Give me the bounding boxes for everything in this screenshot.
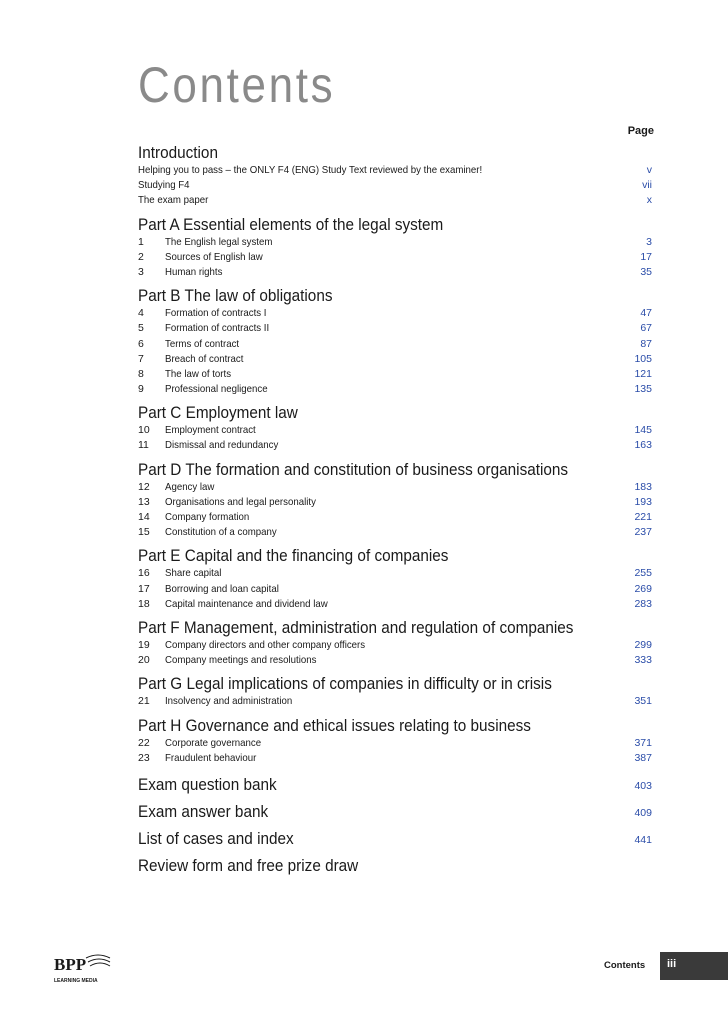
chapter-number: 3 bbox=[138, 265, 144, 278]
entry-page[interactable]: 371 bbox=[634, 736, 652, 749]
chapter-number: 23 bbox=[138, 751, 150, 764]
toc-entry[interactable] bbox=[138, 653, 652, 668]
chapter-number: 9 bbox=[138, 383, 144, 396]
toc-entry[interactable] bbox=[138, 480, 652, 495]
entry-title: Dismissal and redundancy bbox=[165, 439, 279, 452]
entry-title: Formation of contracts I bbox=[165, 307, 267, 320]
chapter-number: 14 bbox=[138, 511, 150, 523]
back-matter-entry[interactable] bbox=[138, 853, 652, 880]
entry-page[interactable]: 299 bbox=[634, 638, 652, 651]
section-heading: Introduction bbox=[138, 143, 218, 162]
chapter-number: 8 bbox=[138, 367, 144, 380]
toc-entry[interactable] bbox=[138, 566, 652, 581]
table-of-contents bbox=[138, 143, 652, 880]
entry-title: Studying F4 bbox=[138, 179, 190, 192]
back-matter-title: Review form and free prize draw bbox=[138, 855, 359, 875]
entry-page[interactable]: 35 bbox=[640, 265, 652, 278]
back-matter-page[interactable]: 409 bbox=[634, 806, 652, 819]
entry-title: Company formation bbox=[165, 511, 250, 523]
chapter-number: 10 bbox=[138, 424, 150, 437]
entry-title: Professional negligence bbox=[165, 383, 268, 396]
chapter-number: 11 bbox=[138, 439, 149, 452]
toc-entry[interactable] bbox=[138, 694, 652, 709]
entry-page[interactable]: 255 bbox=[634, 567, 652, 580]
chapter-number: 4 bbox=[138, 307, 144, 320]
section-heading: Part E Capital and the financing of companies bbox=[138, 546, 449, 566]
back-matter-page[interactable]: 441 bbox=[634, 833, 652, 846]
entry-title: Constitution of a company bbox=[165, 526, 277, 539]
entry-page[interactable]: x bbox=[646, 194, 652, 207]
entry-title: Breach of contract bbox=[165, 352, 244, 365]
toc-entry[interactable] bbox=[138, 382, 652, 397]
chapter-number: 20 bbox=[138, 654, 150, 667]
entry-title: Borrowing and loan capital bbox=[165, 582, 279, 595]
entry-title: Sources of English law bbox=[165, 250, 263, 263]
logo-text: BPP bbox=[54, 955, 87, 974]
toc-entry[interactable] bbox=[138, 438, 652, 453]
toc-entry[interactable] bbox=[138, 265, 652, 280]
toc-entry[interactable] bbox=[138, 250, 652, 265]
chapter-number: 22 bbox=[138, 736, 150, 749]
page-column-header: Page bbox=[627, 125, 654, 137]
chapter-number: 18 bbox=[138, 597, 150, 610]
entry-page[interactable]: 105 bbox=[634, 352, 652, 365]
chapter-number: 2 bbox=[138, 250, 144, 263]
back-matter-title: Exam question bank bbox=[138, 774, 277, 794]
back-matter-page[interactable]: 403 bbox=[634, 779, 652, 792]
entry-title: Insolvency and administration bbox=[165, 695, 293, 708]
page-title: Contents bbox=[138, 57, 336, 113]
entry-title: Share capital bbox=[165, 567, 222, 580]
toc-entry[interactable] bbox=[138, 306, 652, 321]
toc-entry[interactable] bbox=[138, 525, 652, 540]
section-heading: Part G Legal implications of companies in difficulty or in crisis bbox=[138, 674, 552, 694]
chapter-number: 13 bbox=[138, 495, 150, 508]
chapter-number: 21 bbox=[138, 695, 150, 708]
chapter-number: 15 bbox=[138, 526, 150, 539]
back-matter-title: List of cases and index bbox=[138, 828, 294, 848]
chapter-number: 7 bbox=[138, 352, 144, 365]
section-heading: Part H Governance and ethical issues relating to business bbox=[138, 715, 531, 735]
toc-entry[interactable] bbox=[138, 582, 652, 597]
toc-entry[interactable] bbox=[138, 495, 652, 510]
entry-page[interactable]: 237 bbox=[634, 526, 652, 539]
toc-entry[interactable] bbox=[138, 193, 652, 208]
toc-entry[interactable] bbox=[138, 235, 652, 250]
entry-page[interactable]: 121 bbox=[634, 367, 652, 380]
entry-page[interactable]: 183 bbox=[634, 480, 652, 493]
entry-page[interactable]: 163 bbox=[634, 439, 652, 452]
footer-section-label: Contents bbox=[604, 960, 646, 971]
entry-title: Capital maintenance and dividend law bbox=[165, 597, 328, 610]
toc-entry[interactable] bbox=[138, 638, 652, 653]
entry-page[interactable]: 67 bbox=[640, 322, 652, 335]
entry-page[interactable]: 17 bbox=[640, 250, 652, 263]
section-heading: Part D The formation and constitution of business organisations bbox=[138, 459, 569, 479]
entry-page[interactable]: 269 bbox=[634, 582, 652, 595]
entry-page[interactable]: 3 bbox=[646, 235, 652, 248]
chapter-number: 6 bbox=[138, 337, 144, 350]
back-matter-entry[interactable] bbox=[138, 799, 652, 826]
toc-entry[interactable] bbox=[138, 597, 652, 612]
toc-entry[interactable] bbox=[138, 367, 652, 382]
entry-title: Helping you to pass – the ONLY F4 (ENG) Study Text reviewed by the examiner! bbox=[138, 164, 483, 176]
chapter-number: 12 bbox=[138, 480, 150, 493]
entry-page[interactable]: 135 bbox=[634, 383, 652, 396]
entry-page[interactable]: 47 bbox=[640, 307, 652, 320]
entry-title: Formation of contracts II bbox=[165, 322, 270, 335]
entry-title: Company directors and other company officers bbox=[165, 638, 366, 651]
entry-title: Terms of contract bbox=[165, 337, 240, 350]
entry-page[interactable]: 351 bbox=[634, 695, 652, 708]
entry-page[interactable]: 193 bbox=[634, 495, 652, 508]
entry-page[interactable]: vii bbox=[642, 179, 652, 192]
entry-title: Agency law bbox=[165, 480, 215, 493]
entry-title: The exam paper bbox=[138, 194, 209, 207]
entry-page[interactable]: 387 bbox=[634, 751, 652, 764]
entry-page[interactable]: 87 bbox=[640, 337, 652, 350]
toc-entry[interactable] bbox=[138, 352, 652, 367]
toc-entry[interactable] bbox=[138, 337, 652, 352]
back-matter-title: Exam answer bank bbox=[138, 801, 269, 821]
chapter-number: 16 bbox=[138, 567, 150, 580]
entry-page[interactable]: 333 bbox=[634, 654, 652, 667]
logo-subtext: LEARNING MEDIA bbox=[54, 978, 98, 984]
section-heading: Part F Management, administration and regulation of companies bbox=[138, 617, 574, 637]
section-heading: Part B The law of obligations bbox=[138, 286, 333, 306]
entry-page[interactable]: 283 bbox=[634, 597, 652, 610]
entry-title: Employment contract bbox=[165, 424, 256, 437]
entry-page[interactable]: 145 bbox=[634, 424, 652, 437]
toc-entry[interactable] bbox=[138, 321, 652, 336]
section-heading: Part A Essential elements of the legal system bbox=[138, 214, 444, 234]
entry-title: Organisations and legal personality bbox=[165, 495, 316, 508]
entry-title: The English legal system bbox=[165, 235, 273, 248]
entry-title: Corporate governance bbox=[165, 736, 262, 749]
entry-title: The law of torts bbox=[165, 367, 232, 380]
entry-page[interactable]: 221 bbox=[634, 511, 652, 523]
footer-page-number: iii bbox=[667, 958, 677, 970]
toc-entry[interactable] bbox=[138, 423, 652, 438]
entry-title: Human rights bbox=[165, 265, 223, 278]
toc-entry[interactable] bbox=[138, 163, 652, 178]
entry-page[interactable]: v bbox=[646, 164, 652, 176]
chapter-number: 5 bbox=[138, 322, 144, 335]
toc-entry[interactable] bbox=[138, 178, 652, 193]
chapter-number: 17 bbox=[138, 582, 150, 595]
chapter-number: 19 bbox=[138, 638, 150, 651]
toc-entry[interactable] bbox=[138, 736, 652, 751]
section-heading: Part C Employment law bbox=[138, 403, 298, 423]
bpp-logo bbox=[52, 952, 112, 988]
entry-title: Fraudulent behaviour bbox=[165, 751, 257, 764]
toc-entry[interactable] bbox=[138, 751, 652, 766]
entry-title: Company meetings and resolutions bbox=[165, 654, 317, 667]
toc-entry[interactable] bbox=[138, 510, 652, 525]
chapter-number: 1 bbox=[138, 235, 144, 248]
back-matter-entry[interactable] bbox=[138, 826, 652, 853]
back-matter-entry[interactable] bbox=[138, 772, 652, 799]
